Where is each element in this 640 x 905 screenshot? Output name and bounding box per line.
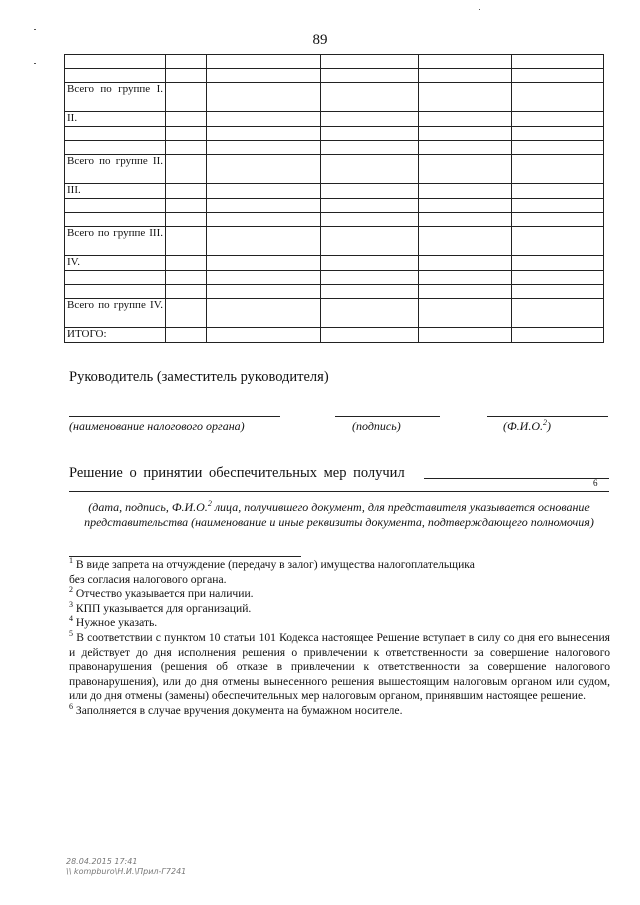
row-label-cell bbox=[65, 55, 166, 69]
table-cell bbox=[419, 155, 512, 184]
scan-speck bbox=[479, 9, 480, 10]
table-cell bbox=[207, 285, 321, 299]
table-cell bbox=[166, 199, 207, 213]
table-cell bbox=[207, 213, 321, 227]
table-cell bbox=[419, 271, 512, 285]
scan-speck bbox=[34, 63, 36, 64]
table-cell bbox=[166, 299, 207, 328]
table-cell bbox=[321, 112, 419, 127]
table-cell bbox=[419, 299, 512, 328]
table-cell bbox=[207, 112, 321, 127]
table-row bbox=[65, 271, 604, 285]
scan-speck bbox=[34, 29, 36, 30]
footnote-mark: 3 bbox=[69, 599, 73, 609]
row-label-cell: ИТОГО: bbox=[65, 328, 166, 343]
row-label-cell: II. bbox=[65, 112, 166, 127]
table-cell bbox=[419, 69, 512, 83]
table-cell bbox=[512, 271, 604, 285]
table-cell bbox=[321, 83, 419, 112]
footnote-separator bbox=[69, 556, 301, 557]
footnote-mark: 1 bbox=[69, 556, 73, 566]
table-cell bbox=[419, 112, 512, 127]
row-label-cell: III. bbox=[65, 184, 166, 199]
table-cell bbox=[512, 127, 604, 141]
table-cell bbox=[512, 299, 604, 328]
table-cell bbox=[512, 256, 604, 271]
table-row bbox=[65, 69, 604, 83]
row-label-cell: IV. bbox=[65, 256, 166, 271]
table-cell bbox=[321, 299, 419, 328]
table-cell bbox=[512, 184, 604, 199]
footnote-text: В соответствии с пунктом 10 статьи 101 Кодекса настоящее Решение вступает в силу со дня его вынесения и действует до дня исполнения решения о привлечении к ответственности за совершение налогового правонарушения (решения об отказе в привлечении к ответственности за совершение налогового правонарушения), или до дня отмены вынесенного решения вышестоящим налоговым органом или судом, или до дня отмены (замены) обеспечительных мер налоговым органом, принявшим настоящее решение. bbox=[69, 630, 610, 703]
footnote-text: КПП указывается для организаций. bbox=[73, 601, 252, 615]
table-row bbox=[65, 256, 604, 271]
table-cell bbox=[321, 227, 419, 256]
table-cell bbox=[419, 184, 512, 199]
footnote-mark: 4 bbox=[69, 614, 73, 624]
footnote-text: Отчество указывается при наличии. bbox=[73, 587, 254, 601]
table-cell bbox=[419, 127, 512, 141]
table-cell bbox=[512, 155, 604, 184]
row-label-cell bbox=[65, 285, 166, 299]
table-cell bbox=[207, 55, 321, 69]
decision-footnote-mark: 6 bbox=[593, 478, 598, 488]
signature-caption: (подпись) bbox=[352, 419, 401, 433]
table-cell bbox=[166, 285, 207, 299]
table-row bbox=[65, 328, 604, 343]
table-cell bbox=[419, 213, 512, 227]
head-signature-label: Руководитель (заместитель руководителя) bbox=[69, 369, 329, 385]
table-row bbox=[65, 213, 604, 227]
footnote-item bbox=[69, 573, 610, 588]
footnote-text: Заполняется в случае вручения документа на бумажном носителе. bbox=[73, 703, 403, 717]
table-row bbox=[65, 227, 604, 256]
decision-received-label: Решение о принятии обеспечительных мер получил bbox=[69, 465, 405, 481]
table-cell bbox=[512, 141, 604, 155]
row-label-cell bbox=[65, 199, 166, 213]
footnote-item bbox=[69, 704, 610, 719]
decision-signature-line bbox=[424, 478, 609, 479]
table-cell bbox=[512, 83, 604, 112]
footnote-item bbox=[69, 558, 610, 573]
table-cell bbox=[166, 227, 207, 256]
table-cell bbox=[512, 199, 604, 213]
table-cell bbox=[207, 328, 321, 343]
row-label-cell: Всего по группе I. bbox=[65, 83, 166, 112]
table-cell bbox=[166, 256, 207, 271]
footnote-text: без согласия налогового органа. bbox=[69, 572, 227, 586]
table-cell bbox=[512, 213, 604, 227]
table-cell bbox=[207, 155, 321, 184]
footnote-item bbox=[69, 587, 610, 602]
table-cell bbox=[321, 127, 419, 141]
assets-table bbox=[64, 54, 604, 343]
footnote-item bbox=[69, 599, 610, 617]
fio-line bbox=[487, 416, 608, 417]
table-cell bbox=[321, 285, 419, 299]
table-row bbox=[65, 127, 604, 141]
table-row bbox=[65, 199, 604, 213]
table-cell bbox=[419, 141, 512, 155]
row-label-cell: Всего по группе II. bbox=[65, 155, 166, 184]
table-cell bbox=[166, 83, 207, 112]
stamp-path: \\ kompburo\Н.И.\Прил-Г7241 bbox=[66, 867, 187, 876]
row-label-cell bbox=[65, 69, 166, 83]
table-cell bbox=[419, 256, 512, 271]
table-cell bbox=[166, 184, 207, 199]
table-cell bbox=[419, 83, 512, 112]
table-cell bbox=[207, 227, 321, 256]
signature-line bbox=[335, 416, 440, 417]
print-stamp bbox=[66, 857, 186, 877]
table-row bbox=[65, 184, 604, 199]
table-row bbox=[65, 155, 604, 184]
table-cell bbox=[512, 112, 604, 127]
table-cell bbox=[207, 271, 321, 285]
footnote-mark: 5 bbox=[69, 629, 73, 639]
table-cell bbox=[321, 271, 419, 285]
table-cell bbox=[207, 184, 321, 199]
table-cell bbox=[321, 184, 419, 199]
footnotes bbox=[69, 558, 610, 719]
table-cell bbox=[166, 141, 207, 155]
fio-caption: (Ф.И.О.$^2$) bbox=[503, 418, 551, 433]
table-cell bbox=[321, 328, 419, 343]
footnote-text: В виде запрета на отчуждение (передачу в залог) имущества налогоплательщика bbox=[73, 558, 475, 571]
table-cell bbox=[207, 127, 321, 141]
table-cell bbox=[321, 199, 419, 213]
table-cell bbox=[166, 213, 207, 227]
table-row bbox=[65, 299, 604, 328]
table-row bbox=[65, 83, 604, 112]
table-cell bbox=[166, 155, 207, 184]
table-row bbox=[65, 141, 604, 155]
table-cell bbox=[166, 69, 207, 83]
footnote-item bbox=[69, 616, 610, 631]
table-cell bbox=[419, 199, 512, 213]
table-cell bbox=[419, 285, 512, 299]
org-name-caption: (наименование налогового органа) bbox=[69, 419, 245, 433]
table-cell bbox=[321, 256, 419, 271]
row-label-cell bbox=[65, 271, 166, 285]
table-cell bbox=[321, 69, 419, 83]
table-cell bbox=[321, 55, 419, 69]
table-cell bbox=[419, 328, 512, 343]
table-cell bbox=[166, 328, 207, 343]
table-row bbox=[65, 285, 604, 299]
table-cell bbox=[207, 141, 321, 155]
footnote-mark: 2 bbox=[69, 585, 73, 595]
table-row bbox=[65, 55, 604, 69]
table-cell bbox=[321, 213, 419, 227]
footnote-item bbox=[69, 631, 610, 704]
table-cell bbox=[207, 83, 321, 112]
table-cell bbox=[166, 271, 207, 285]
table-cell bbox=[207, 299, 321, 328]
table-cell bbox=[207, 69, 321, 83]
table-cell bbox=[166, 112, 207, 127]
table-cell bbox=[512, 328, 604, 343]
table-cell bbox=[512, 69, 604, 83]
row-label-cell: Всего по группе III. bbox=[65, 227, 166, 256]
table-cell bbox=[321, 141, 419, 155]
table-cell bbox=[512, 55, 604, 69]
footnote-text: Нужное указать. bbox=[73, 616, 158, 630]
table-cell bbox=[419, 227, 512, 256]
page-number: 89 bbox=[312, 32, 328, 48]
row-label-cell: Всего по группе IV. bbox=[65, 299, 166, 328]
table-cell bbox=[321, 155, 419, 184]
footnote-mark: 6 bbox=[69, 702, 73, 712]
table-cell bbox=[512, 227, 604, 256]
row-label-cell bbox=[65, 127, 166, 141]
stamp-date: 28.04.2015 17:41 bbox=[66, 857, 138, 866]
row-label-cell bbox=[65, 213, 166, 227]
table-cell bbox=[512, 285, 604, 299]
table-cell bbox=[166, 55, 207, 69]
decision-second-line bbox=[69, 491, 609, 492]
table-row bbox=[65, 112, 604, 127]
row-label-cell bbox=[65, 141, 166, 155]
table-cell bbox=[207, 256, 321, 271]
recipient-caption: (дата, подпись, Ф.И.О.$^2$ лица, получившего документ, для представителя указывается основание представительства (наименование и иные реквизиты документа, подтверждающего полномочия) bbox=[84, 499, 594, 529]
table-cell bbox=[166, 127, 207, 141]
table-cell bbox=[419, 55, 512, 69]
table-cell bbox=[207, 199, 321, 213]
org-name-line bbox=[69, 416, 280, 417]
